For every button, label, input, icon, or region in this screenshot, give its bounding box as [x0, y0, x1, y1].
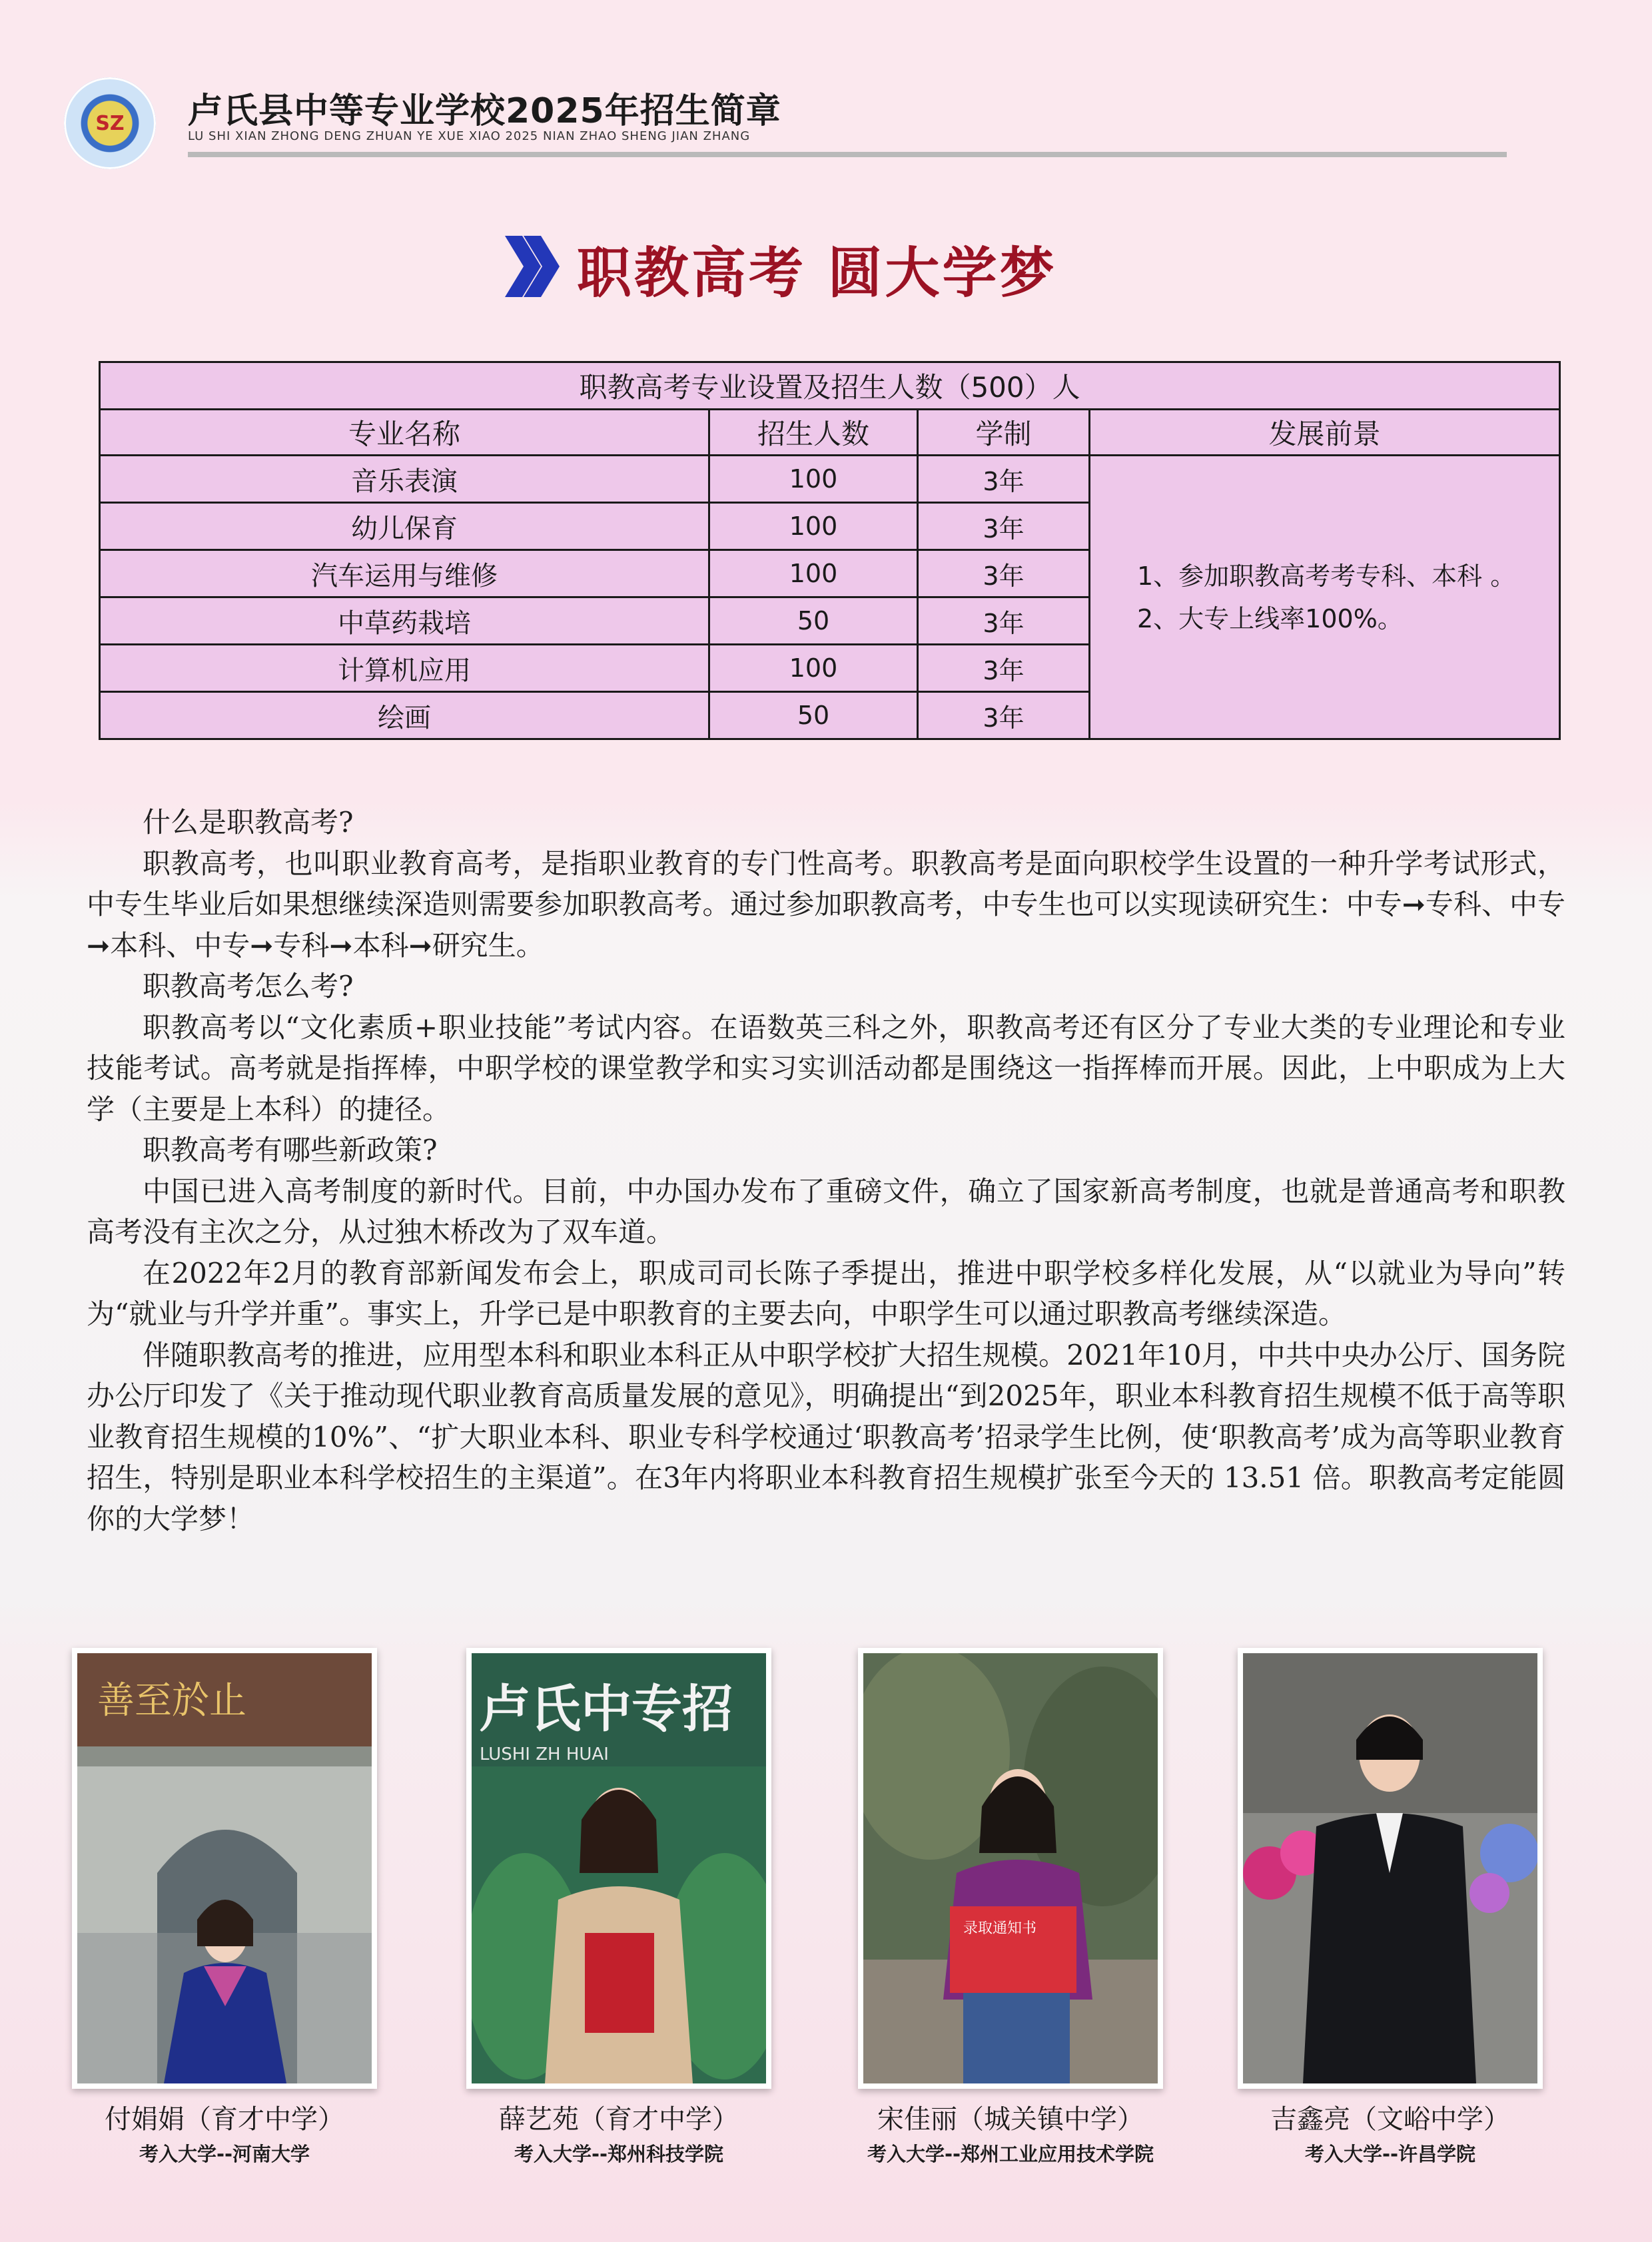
student-name: 薛艺苑（育才中学）	[499, 2104, 739, 2135]
paragraph: 职教高考以“文化素质+职业技能”考试内容。在语数英三科之外，职教高考还有区分了专业大类的专业理论和专业技能考试。高考就是指挥棒，中职学校的课堂教学和实习实训活动都是围绕这一指挥棒而开展。因此，上中职成为上大学（主要是上本科）的捷径。	[87, 1010, 1565, 1126]
paragraph: 在2022年2月的教育部新闻发布会上，职成司司长陈子季提出，推进中职学校多样化发展，从“以就业为导向”转为“就业与升学并重”。事实上，升学已是中职教育的主要去向，中职学生可以通过职教高考继续深造。	[87, 1256, 1565, 1330]
double-chevron-right-icon	[505, 236, 560, 297]
student-photo	[1238, 1648, 1543, 2089]
diploma-photo	[472, 1653, 766, 2083]
major-name: 计算机应用	[100, 645, 709, 692]
study-years: 3年	[918, 645, 1090, 692]
major-name: 绘画	[100, 692, 709, 739]
student-photo	[72, 1648, 377, 2089]
section-title: 职教高考 圆大学梦	[577, 242, 1057, 305]
student-admission: 考入大学--郑州工业应用技术学院	[867, 2143, 1154, 2165]
header-title: 卢氏县中等专业学校2025年招生简章	[188, 91, 781, 131]
enrollment-count: 100	[709, 645, 918, 692]
study-years: 3年	[918, 692, 1090, 739]
student-admission: 考入大学--河南大学	[139, 2143, 310, 2165]
paragraph: 伴随职教高考的推进，应用型本科和职业本科正从中职学校扩大招生规模。2021年10月，中共中央办公厅、国务院办公厅印发了《关于推动现代职业教育高质量发展的意见》，明确提出“到2025年，职业本科教育招生规模不低于高等职业教育招生规模的10%”、“扩大职业本科、职业专科学校通过‘职教高考’招录学生比例，使‘职教高考’成为高等职业教育招生，特别是职业本科学校招生的主渠道”。在3年内将职业本科教育招生规模扩张至今天的 13.51 倍。职教高考定能圆你的大学梦！	[87, 1338, 1565, 1535]
student-photo	[466, 1648, 771, 2089]
major-name: 汽车运用与维修	[100, 550, 709, 597]
banner-text: 卢氏中专招	[480, 1679, 733, 1738]
column-header-years: 学制	[918, 410, 1090, 456]
school-logo	[64, 77, 156, 169]
gate-sign-text: 善至於止	[97, 1679, 246, 1722]
prospect-line: 2、大专上线率100%。	[1137, 603, 1403, 633]
major-name: 音乐表演	[100, 456, 709, 503]
question-heading: 什么是职教高考?	[143, 806, 354, 839]
column-header-count: 招生人数	[709, 410, 918, 456]
study-years: 3年	[918, 503, 1090, 550]
article-body	[87, 802, 1565, 1539]
graduation-photo	[77, 1653, 372, 2083]
prospect-line: 1、参加职教高考考专科、本科 。	[1137, 561, 1516, 591]
banner-subtext: LUSHI ZH HUAI	[480, 1744, 609, 1764]
column-header-prospects: 发展前景	[1090, 410, 1560, 456]
question-heading: 职教高考有哪些新政策?	[143, 1134, 438, 1166]
table-caption: 职教高考专业设置及招生人数（500）人	[100, 362, 1560, 410]
student-photo	[858, 1648, 1163, 2089]
enrollment-count: 100	[709, 456, 918, 503]
student-name: 付娟娟（育才中学）	[105, 2104, 344, 2135]
enrollment-count: 100	[709, 503, 918, 550]
enrollment-count: 100	[709, 550, 918, 597]
student-name: 宋佳丽（城关镇中学）	[877, 2104, 1144, 2135]
study-years: 3年	[918, 456, 1090, 503]
enrollment-count: 50	[709, 597, 918, 645]
suit-portrait-photo	[1243, 1653, 1537, 2083]
table-row	[100, 456, 1560, 503]
question-heading: 职教高考怎么考?	[143, 970, 354, 1002]
letter-title: 录取通知书	[963, 1920, 1037, 1937]
study-years: 3年	[918, 597, 1090, 645]
student-admission: 考入大学--郑州科技学院	[514, 2143, 724, 2165]
paragraph: 职教高考，也叫职业教育高考，是指职业教育的专门性高考。职教高考是面向职校学生设置的一种升学考试形式，中专生毕业后如果想继续深造则需要参加职教高考。通过参加职教高考，中专生也可以实现读研究生：中专➞专科、中专➞本科、中专➞专科➞本科➞研究生。	[87, 847, 1565, 962]
header-divider	[188, 152, 1507, 157]
student-admission: 考入大学--许昌学院	[1304, 2143, 1476, 2165]
enrollment-table	[99, 361, 1561, 740]
admission-letter-photo	[863, 1653, 1158, 2083]
student-name: 吉鑫亮（文峪中学）	[1270, 2104, 1510, 2135]
paragraph: 中国已进入高考制度的新时代。目前，中办国办发布了重磅文件，确立了国家新高考制度，也就是普通高考和职教高考没有主次之分，从过独木桥改为了双车道。	[87, 1174, 1565, 1248]
major-name: 中草药栽培	[100, 597, 709, 645]
study-years: 3年	[918, 550, 1090, 597]
enrollment-count: 50	[709, 692, 918, 739]
major-name: 幼儿保育	[100, 503, 709, 550]
logo-text: SZ	[95, 112, 125, 135]
header-subtitle: LU SHI XIAN ZHONG DENG ZHUAN YE XUE XIAO 2025 NIAN ZHAO SHENG JIAN ZHANG	[188, 129, 751, 143]
prospects-cell	[1090, 456, 1560, 739]
column-header-major: 专业名称	[100, 410, 709, 456]
